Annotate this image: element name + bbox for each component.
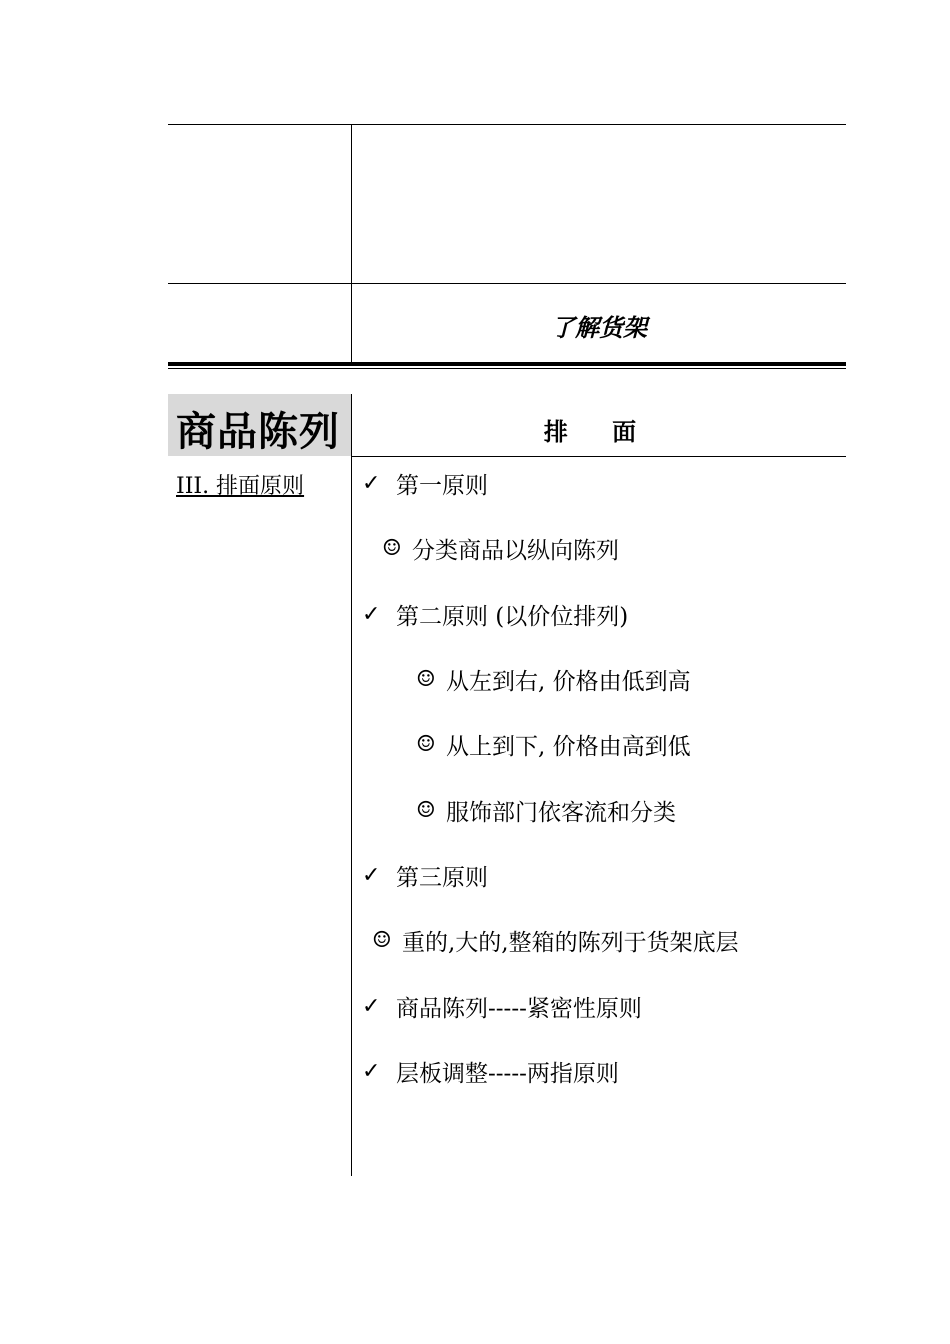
checkmark-icon: ✓ <box>362 602 381 627</box>
item-text: 第二原则 (以价位排列) <box>396 604 629 630</box>
checkmark-icon: ✓ <box>362 863 381 888</box>
list-item <box>416 728 691 761</box>
item-text: 商品陈列-----紧密性原则 <box>396 996 642 1022</box>
list-item <box>362 598 628 631</box>
list-item <box>416 663 691 696</box>
smiley-icon: ☺ <box>416 667 436 692</box>
item-text: 服饰部门依客流和分类 <box>446 800 676 826</box>
item-text: 分类商品以纵向陈列 <box>412 538 619 564</box>
thick-rule <box>168 362 846 366</box>
item-text: 层板调整-----两指原则 <box>396 1061 619 1087</box>
list-item <box>362 467 488 500</box>
smiley-icon: ☺ <box>382 536 402 561</box>
item-text: 从左到右, 价格由低到高 <box>446 669 691 695</box>
checkmark-icon: ✓ <box>362 994 381 1019</box>
list-item <box>382 532 619 565</box>
list-item <box>362 1055 619 1088</box>
middle-rule <box>168 283 846 284</box>
list-item <box>362 859 488 892</box>
body-column-divider <box>351 394 352 1176</box>
smiley-icon: ☺ <box>416 732 436 757</box>
checkmark-icon: ✓ <box>362 471 381 496</box>
side-label-principles: III. 排面原则 <box>176 474 305 499</box>
section-rule <box>351 456 846 457</box>
section-title: 商品陈列 <box>176 409 340 455</box>
list-item <box>372 924 739 957</box>
list-item <box>416 794 676 827</box>
item-text: 第三原则 <box>396 865 488 891</box>
page-subtitle: 了解货架 <box>551 314 647 342</box>
smiley-icon: ☺ <box>416 798 436 823</box>
list-item <box>362 990 642 1023</box>
smiley-icon: ☺ <box>372 928 392 953</box>
item-text: 第一原则 <box>396 473 488 499</box>
section-topic: 排 面 <box>543 418 655 446</box>
checkmark-icon: ✓ <box>362 1059 381 1084</box>
item-text: 从上到下, 价格由高到低 <box>446 734 691 760</box>
top-rule <box>168 124 846 125</box>
thin-rule <box>168 368 846 369</box>
item-text: 重的,大的,整箱的陈列于货架底层 <box>402 930 739 956</box>
